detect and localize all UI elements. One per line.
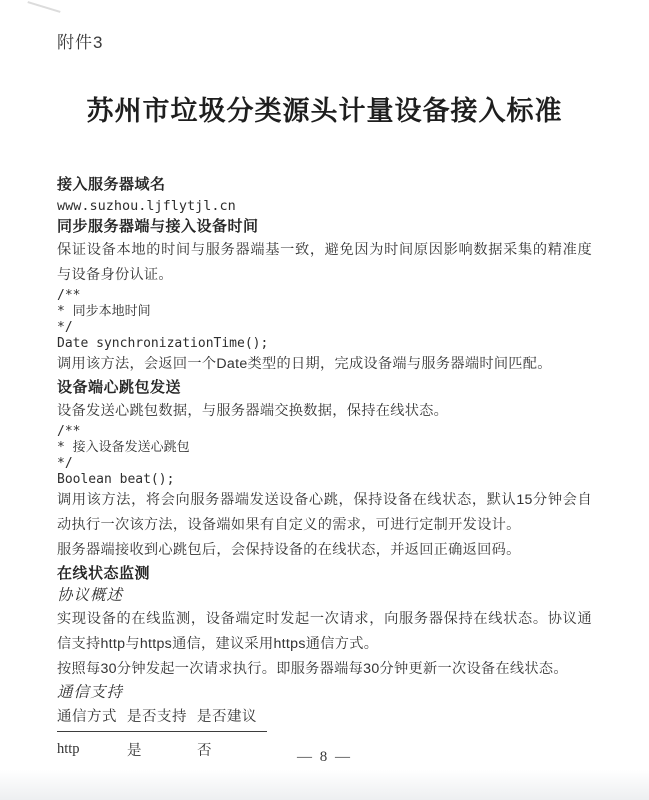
paragraph: 保证设备本地的时间与服务器端基一致，避免因为时间原因影响数据采集的精准度与设备身份认证。 <box>57 242 592 283</box>
paragraph: 按照每30分钟发起一次请求执行。即服务器端每30分钟更新一次设备在线状态。 <box>57 661 568 677</box>
table-header-cell: 通信方式 <box>57 705 127 732</box>
table-cell: 否 <box>197 743 212 759</box>
table-header-cell: 是否支持 <box>127 705 197 732</box>
subsection-heading: 协议概述 <box>57 587 124 604</box>
code-line: Boolean beat(); <box>57 472 175 487</box>
subsection-heading: 通信支持 <box>57 684 124 701</box>
table-header-cell: 是否建议 <box>197 705 267 732</box>
attachment-label: 附件3 <box>57 33 104 52</box>
paragraph: 调用该方法，将会向服务器端发送设备心跳，保持设备在线状态，默认15分钟会自动执行一次该方法，设备端如果有自定义的需求，可进行定制开发设计。 <box>57 492 592 533</box>
document-title: 苏州市垃圾分类源头计量设备接入标准 <box>86 96 563 126</box>
page-number: — 8 — <box>297 749 352 765</box>
paragraph: 设备发送心跳包数据，与服务器端交换数据，保持在线状态。 <box>57 403 449 419</box>
table-cell: http <box>57 741 80 757</box>
section-heading: 同步服务器端与接入设备时间 <box>57 218 259 235</box>
paragraph: 服务器端接收到心跳包后，会保持设备的在线状态，并返回正确返回码。 <box>57 542 521 558</box>
server-domain-text: www.suzhou.ljflytjl.cn <box>57 198 236 214</box>
code-line: */ <box>57 320 73 335</box>
section-heading: 接入服务器域名 <box>57 176 166 193</box>
table-header-row <box>57 705 267 732</box>
code-line: * 接入设备发送心跳包 <box>57 440 190 455</box>
paragraph: 调用该方法，会返回一个Date类型的日期，完成设备端与服务器端时间匹配。 <box>57 356 552 372</box>
paragraph: 实现设备的在线监测，设备端定时发起一次请求，向服务器保持在线状态。协议通信支持http与https通信，建议采用https通信方式。 <box>57 611 592 652</box>
code-line: */ <box>57 456 73 471</box>
code-line: /** <box>57 288 81 303</box>
code-line: Date synchronizationTime(); <box>57 336 269 351</box>
section-heading: 设备端心跳包发送 <box>57 379 182 396</box>
code-line: * 同步本地时间 <box>57 304 151 319</box>
table-cell: 是 <box>127 743 142 759</box>
document-body <box>57 174 592 760</box>
code-line: /** <box>57 424 81 439</box>
section-heading: 在线状态监测 <box>57 565 151 582</box>
